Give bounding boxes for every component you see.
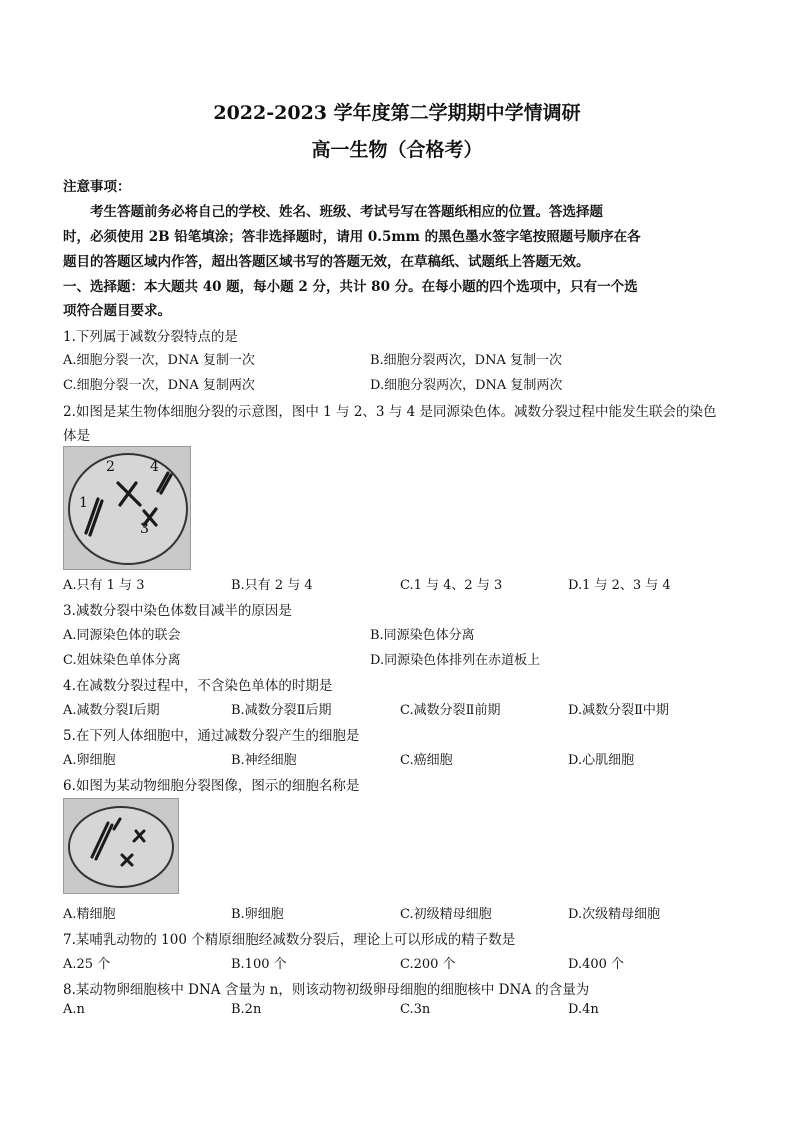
options-row — [63, 903, 743, 923]
options-row — [63, 574, 743, 594]
question-stem: 8.某动物卵细胞核中 DNA 含量为 n，则该动物初级卵母细胞的细胞核中 DNA 的含量为 — [63, 982, 590, 998]
options-row — [63, 374, 743, 394]
figure-label-2: 2 — [106, 459, 115, 475]
option-b: B.2n — [231, 1002, 262, 1017]
figure-label-1: 1 — [79, 495, 88, 511]
options-row — [63, 649, 743, 669]
question-stem: 1.下列属于减数分裂特点的是 — [63, 329, 238, 345]
option-d: D.细胞分裂两次，DNA 复制两次 — [370, 378, 563, 393]
question-stem: 6.如图为某动物细胞分裂图像，图示的细胞名称是 — [63, 778, 360, 794]
notice-line: 考生答题前务必将自己的学校、姓名、班级、考试号写在答题纸相应的位置。答选择题 — [63, 204, 603, 220]
option-b: B.卵细胞 — [231, 907, 284, 922]
option-a: A.25 个 — [63, 957, 111, 972]
options-row — [63, 624, 743, 644]
question-stem: 体是 — [63, 428, 90, 444]
option-a: A.n — [63, 1002, 85, 1017]
option-d: D.4n — [568, 1002, 599, 1017]
cell-diagram-1 — [64, 447, 190, 569]
option-b: B.同源染色体分离 — [370, 628, 475, 643]
options-row — [63, 349, 743, 369]
section-heading: 一、选择题：本大题共 40 题，每小题 2 分，共计 80 分。在每小题的四个选项中，只有一个选 — [63, 279, 638, 295]
figure-label-3: 3 — [140, 521, 149, 537]
option-b: B.减数分裂Ⅱ后期 — [231, 703, 332, 718]
options-row — [63, 953, 743, 973]
options-row — [63, 749, 743, 769]
option-c: C.初级精母细胞 — [400, 907, 492, 922]
option-a: A.精细胞 — [63, 907, 116, 922]
option-a: A.只有 1 与 3 — [63, 578, 145, 593]
option-c: C.200 个 — [400, 957, 456, 972]
question-stem: 5.在下列人体细胞中，通过减数分裂产生的细胞是 — [63, 728, 360, 744]
option-d: D.同源染色体排列在赤道板上 — [370, 653, 541, 668]
option-d: D.次级精母细胞 — [568, 907, 661, 922]
question-stem: 4.在减数分裂过程中，不含染色单体的时期是 — [63, 678, 333, 694]
option-c: C.1 与 4、2 与 3 — [400, 578, 503, 593]
cell-division-figure-1 — [63, 446, 191, 570]
option-c: C.癌细胞 — [400, 753, 453, 768]
question-stem: 2.如图是某生物体细胞分裂的示意图，图中 1 与 2、3 与 4 是同源染色体。减数分裂过程中能发生联会的染色 — [63, 404, 717, 420]
notice-line: 题目的答题区域内作答，超出答题区域书写的答题无效，在草稿纸、试题纸上答题无效。 — [63, 254, 590, 270]
option-a: A.细胞分裂一次，DNA 复制一次 — [63, 353, 255, 368]
notice-heading: 注意事项： — [63, 179, 131, 195]
option-b: B.神经细胞 — [231, 753, 297, 768]
option-d: D.减数分裂Ⅱ中期 — [568, 703, 669, 718]
exam-subtitle: 高一生物（合格考） — [311, 139, 483, 161]
cell-division-figure-2 — [63, 798, 179, 894]
options-row — [63, 1002, 743, 1022]
cell-diagram-2 — [64, 799, 178, 893]
options-row — [63, 699, 743, 719]
option-d: D.心肌细胞 — [568, 753, 635, 768]
option-b: B.只有 2 与 4 — [231, 578, 313, 593]
option-b: B.细胞分裂两次，DNA 复制一次 — [370, 353, 563, 368]
option-a: A.减数分裂Ⅰ后期 — [63, 703, 160, 718]
option-c: C.细胞分裂一次，DNA 复制两次 — [63, 378, 255, 393]
exam-title: 2022-2023 学年度第二学期期中学情调研 — [213, 102, 581, 124]
option-a: A.同源染色体的联会 — [63, 628, 181, 643]
notice-line: 时，必须使用 2B 铅笔填涂；答非选择题时，请用 0.5mm 的黑色墨水签字笔按照题号顺序在各 — [63, 229, 641, 245]
option-b: B.100 个 — [231, 957, 287, 972]
option-c: C.姐妹染色单体分离 — [63, 653, 181, 668]
option-a: A.卵细胞 — [63, 753, 116, 768]
question-stem: 7.某哺乳动物的 100 个精原细胞经减数分裂后，理论上可以形成的精子数是 — [63, 932, 516, 948]
option-c: C.3n — [400, 1002, 431, 1017]
section-heading: 项符合题目要求。 — [63, 303, 171, 319]
option-c: C.减数分裂Ⅱ前期 — [400, 703, 501, 718]
option-d: D.400 个 — [568, 957, 625, 972]
figure-label-4: 4 — [150, 459, 159, 475]
option-d: D.1 与 2、3 与 4 — [568, 578, 671, 593]
question-stem: 3.减数分裂中染色体数目减半的原因是 — [63, 603, 292, 619]
